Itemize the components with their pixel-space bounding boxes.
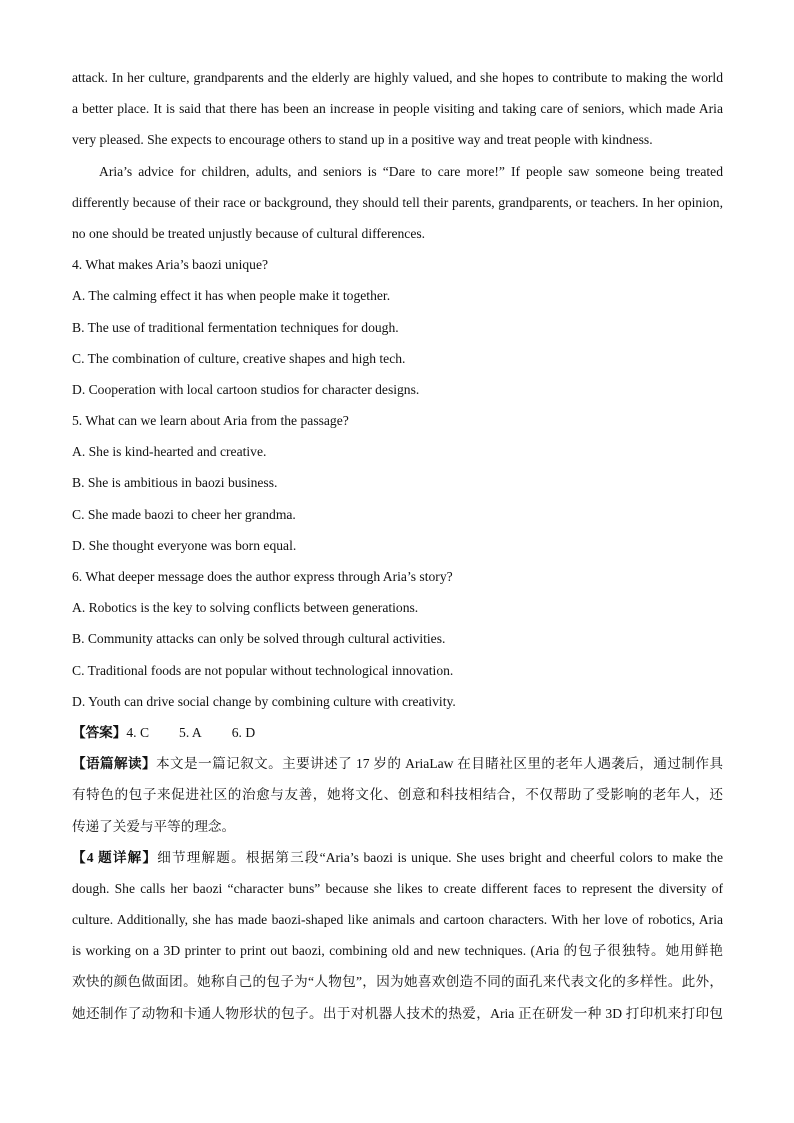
detail-text: 细节理解题。根据第三段“Aria’s baozi is unique. She uses bright and cheerful colors to make the xyxy=(157,849,723,865)
analysis-line xyxy=(72,748,723,779)
passage-line: no one should be treated unjustly because of cultural differences. xyxy=(72,225,426,241)
question-option: D. She thought everyone was born equal. xyxy=(72,537,297,553)
question-option: B. She is ambitious in baozi business. xyxy=(72,475,278,491)
question-option: D. Youth can drive social change by combining culture with creativity. xyxy=(72,693,456,709)
answer-4: 4. C xyxy=(126,724,150,740)
answer-6: 6. D xyxy=(231,724,256,740)
passage-line: differently because of their race or background, they should tell their parents, grandparents, or teachers. In her opinion, xyxy=(72,194,723,210)
question-option: A. Robotics is the key to solving conflicts between generations. xyxy=(72,600,419,616)
document-page xyxy=(72,62,723,1029)
passage-line: attack. In her culture, grandparents and the elderly are highly valued, and she hopes to contribute to making the world xyxy=(72,70,723,85)
question-option: B. Community attacks can only be solved through cultural activities. xyxy=(72,631,446,647)
question-option: D. Cooperation with local cartoon studios for character designs. xyxy=(72,381,420,397)
detail-label: 【4 题详解】 xyxy=(72,849,158,865)
detail-line: is working on a 3D printer to print out baozi, combining old and new techniques. (Aria 的包子很独特。她用鲜艳 xyxy=(72,943,723,959)
passage-line: very pleased. She expects to encourage others to stand up in a positive way and treat people with kindness. xyxy=(72,132,653,148)
detail-line: 她还制作了动物和卡通人物形状的包子。出于对机器人技术的热爱，Aria 正在研发一种 3D 打印机来打印包 xyxy=(72,1005,723,1021)
detail-line xyxy=(72,842,723,873)
answer-label: 【答案】 xyxy=(72,724,127,740)
question-option: B. The use of traditional fermentation techniques for dough. xyxy=(72,319,399,335)
analysis-line: 有特色的包子来促进社区的治愈与友善，她将文化、创意和科技相结合，不仅帮助了受影响的老年人，还 xyxy=(72,787,723,803)
passage-line: a better place. It is said that there has been an increase in people visiting and taking care of seniors, which made Aria xyxy=(72,101,723,117)
answer-line xyxy=(72,717,723,748)
detail-line: 欢快的颜色做面团。她称自己的包子为“人物包”，因为她喜欢创造不同的面孔来代表文化的多样性。此外， xyxy=(72,974,723,990)
question-stem: 5. What can we learn about Aria from the passage? xyxy=(72,413,349,429)
analysis-text: 本文是一篇记叙文。主要讲述了 17 岁的 AriaLaw 在目睹社区里的老年人遇袭后，通过制作具 xyxy=(156,756,723,772)
question-stem: 6. What deeper message does the author express through Aria’s story? xyxy=(72,569,453,584)
detail-line: culture. Additionally, she has made baozi-shaped like animals and cartoon characters. With her love of robotics, Aria xyxy=(72,912,723,928)
question-option: C. She made baozi to cheer her grandma. xyxy=(72,506,296,522)
question-option: C. The combination of culture, creative shapes and high tech. xyxy=(72,350,406,366)
detail-line: dough. She calls her baozi “character buns” because she likes to create different faces to represent the diversity of xyxy=(72,880,723,896)
analysis-line: 传递了关爱与平等的理念。 xyxy=(72,818,236,834)
analysis-label: 【语篇解读】 xyxy=(72,756,157,772)
question-option: C. Traditional foods are not popular without technological innovation. xyxy=(72,662,454,678)
question-option: A. She is kind-hearted and creative. xyxy=(72,444,267,460)
question-option: A. The calming effect it has when people make it together. xyxy=(72,288,391,304)
passage-line: Aria’s advice for children, adults, and seniors is “Dare to care more!” If people saw someone being treated xyxy=(99,163,723,179)
question-stem: 4. What makes Aria’s baozi unique? xyxy=(72,257,269,273)
answer-5: 5. A xyxy=(179,724,202,740)
